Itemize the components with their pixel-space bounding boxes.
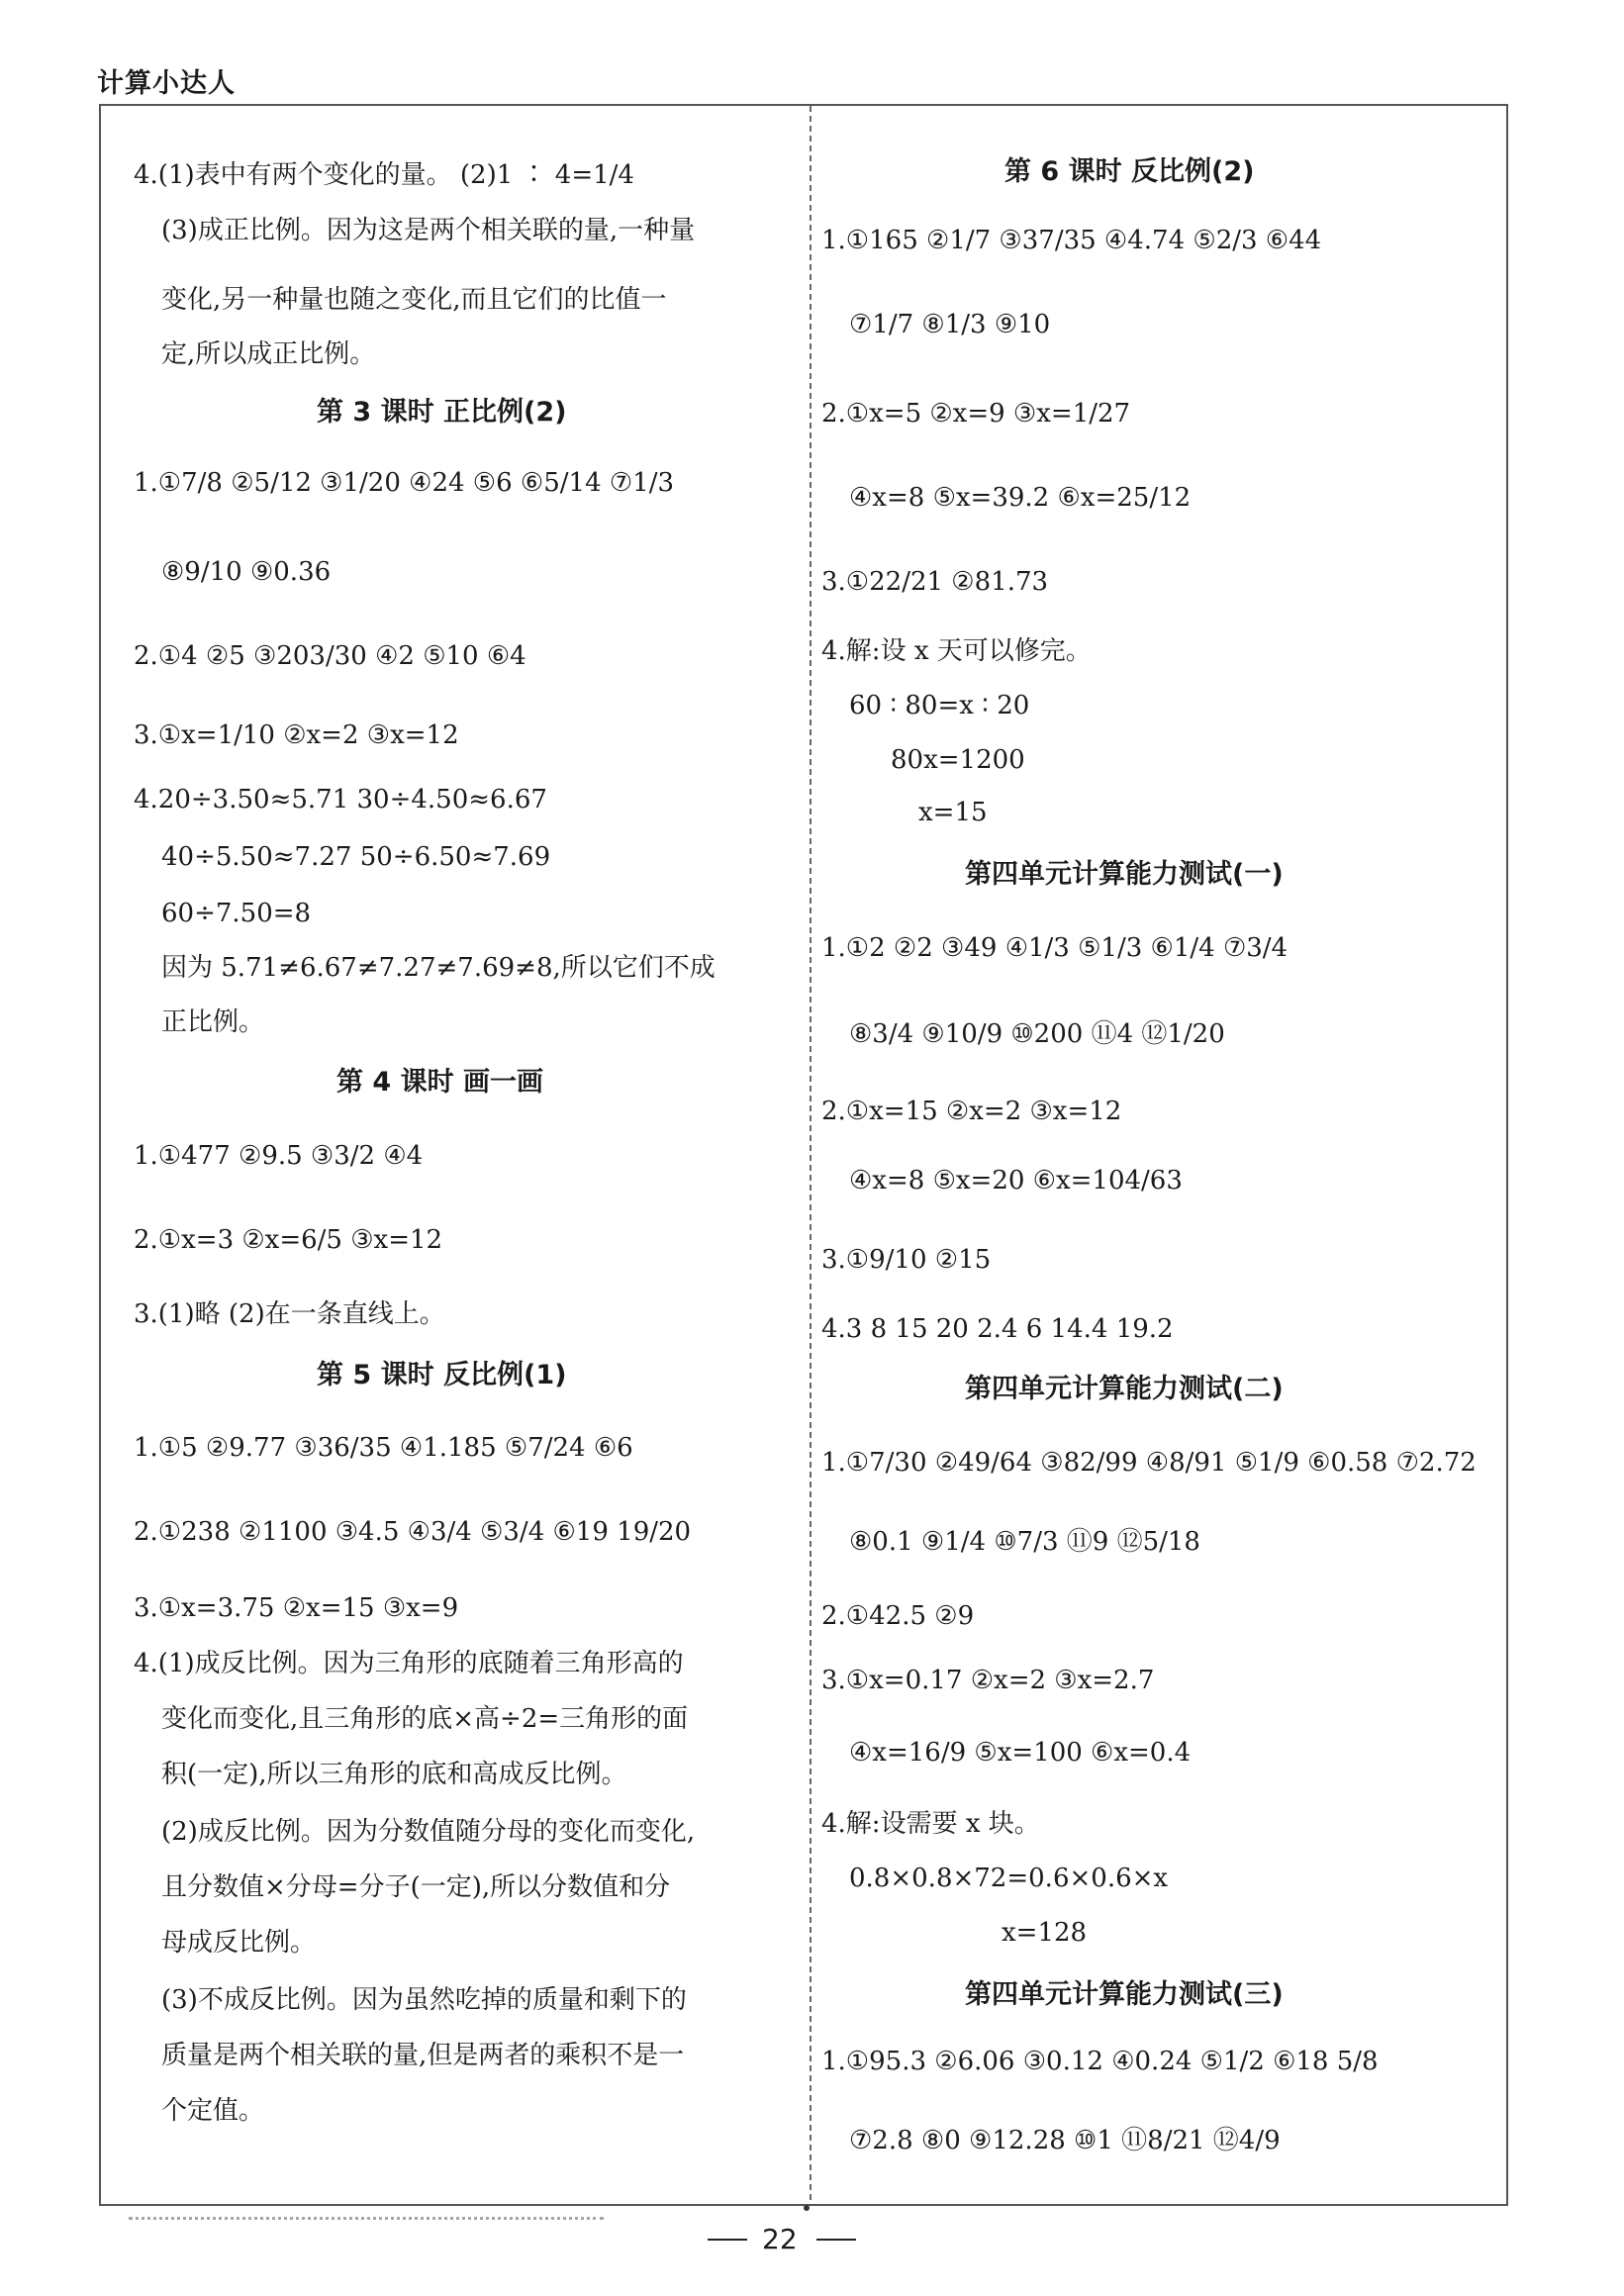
text-line: 1.①165 ②1/7 ③37/35 ④4.74 ⑤2/3 ⑥44 bbox=[821, 226, 1322, 255]
text-line: 3.①22/21 ②81.73 bbox=[821, 567, 1049, 597]
section-heading: 第四单元计算能力测试(一) bbox=[965, 859, 1284, 890]
text-line: 60÷7.50=8 bbox=[161, 899, 312, 928]
text-line: 1.①7/30 ②49/64 ③82/99 ④8/91 ⑤1/9 ⑥0.58 ⑦2.72 bbox=[821, 1448, 1477, 1478]
text-line: ⑦1/7 ⑧1/3 ⑨10 bbox=[849, 310, 1051, 339]
text-line: 0.8×0.8×72=0.6×0.6×x bbox=[849, 1864, 1169, 1893]
text-line: (3)不成反比例。因为虽然吃掉的质量和剩下的 bbox=[161, 1985, 687, 2015]
text-line: 定,所以成正比例。 bbox=[161, 339, 376, 369]
center-dot bbox=[804, 2205, 810, 2211]
text-line: 2.①42.5 ②9 bbox=[821, 1601, 975, 1631]
section-heading: 第四单元计算能力测试(二) bbox=[965, 1374, 1284, 1404]
text-line: 变化,另一种量也随之变化,而且它们的比值一 bbox=[161, 285, 667, 315]
section-heading: 第 3 课时 正比例(2) bbox=[317, 397, 567, 428]
text-line: 积(一定),所以三角形的底和高成反比例。 bbox=[161, 1760, 627, 1789]
text-line: 1.①2 ②2 ③49 ④1/3 ⑤1/3 ⑥1/4 ⑦3/4 bbox=[821, 933, 1289, 963]
text-line: (3)成正比例。因为这是两个相关联的量,一种量 bbox=[161, 216, 696, 245]
text-line: 4.20÷3.50≈5.71 30÷4.50≈6.67 bbox=[134, 785, 547, 814]
section-heading: 第 4 课时 画一画 bbox=[336, 1067, 543, 1098]
section-heading: 第 6 课时 反比例(2) bbox=[1004, 156, 1255, 187]
text-line: 3.①9/10 ②15 bbox=[821, 1245, 992, 1275]
text-line: (2)成反比例。因为分数值随分母的变化而变化, bbox=[161, 1817, 696, 1847]
footer-dotted-rule bbox=[129, 2217, 604, 2220]
text-line: ⑧9/10 ⑨0.36 bbox=[161, 557, 332, 587]
text-line: 2.①238 ②1100 ③4.5 ④3/4 ⑤3/4 ⑥19 19/20 bbox=[134, 1517, 692, 1547]
section-heading: 第四单元计算能力测试(三) bbox=[965, 1979, 1284, 2010]
text-line: 正比例。 bbox=[161, 1007, 265, 1037]
text-line: 2.①4 ②5 ③203/30 ④2 ⑤10 ⑥4 bbox=[134, 641, 526, 671]
text-line: 3.①x=0.17 ②x=2 ③x=2.7 bbox=[821, 1666, 1155, 1695]
text-line: x=128 bbox=[1002, 1918, 1088, 1948]
text-line: 1.①7/8 ②5/12 ③1/20 ④24 ⑤6 ⑥5/14 ⑦1/3 bbox=[134, 468, 675, 498]
text-line: ⑧3/4 ⑨10/9 ⑩200 ⑪4 ⑫1/20 bbox=[849, 1019, 1225, 1049]
text-line: 80x=1200 bbox=[891, 745, 1025, 775]
text-line: 母成反比例。 bbox=[161, 1928, 317, 1958]
text-line: 2.①x=5 ②x=9 ③x=1/27 bbox=[821, 399, 1131, 429]
page-number-dash-right bbox=[816, 2239, 856, 2241]
text-line: 质量是两个相关联的量,但是两者的乘积不是一 bbox=[161, 2041, 685, 2070]
text-line: 3.(1)略 (2)在一条直线上。 bbox=[134, 1299, 445, 1329]
text-line: 4.(1)成反比例。因为三角形的底随着三角形高的 bbox=[134, 1649, 684, 1678]
text-line: 1.①95.3 ②6.06 ③0.12 ④0.24 ⑤1/2 ⑥18 5/8 bbox=[821, 2047, 1379, 2076]
text-line: 1.①5 ②9.77 ③36/35 ④1.185 ⑤7/24 ⑥6 bbox=[134, 1433, 633, 1463]
text-line: 40÷5.50≈7.27 50÷6.50≈7.69 bbox=[161, 842, 551, 872]
text-line: 因为 5.71≠6.67≠7.27≠7.69≠8,所以它们不成 bbox=[161, 953, 716, 983]
text-line: 4.3 8 15 20 2.4 6 14.4 19.2 bbox=[821, 1314, 1174, 1344]
text-line: ④x=8 ⑤x=20 ⑥x=104/63 bbox=[849, 1166, 1183, 1196]
text-line: ④x=16/9 ⑤x=100 ⑥x=0.4 bbox=[849, 1738, 1192, 1768]
book-title: 计算小达人 bbox=[97, 68, 236, 99]
text-line: 2.①x=15 ②x=2 ③x=12 bbox=[821, 1097, 1122, 1126]
text-line: ⑧0.1 ⑨1/4 ⑩7/3 ⑪9 ⑫5/18 bbox=[849, 1527, 1200, 1557]
text-line: 4.解:设需要 x 块。 bbox=[821, 1809, 1040, 1839]
text-line: 4.解:设 x 天可以修完。 bbox=[821, 636, 1092, 666]
text-line: 60 ∶ 80=x ∶ 20 bbox=[849, 691, 1030, 720]
text-line: 2.①x=3 ②x=6/5 ③x=12 bbox=[134, 1225, 443, 1255]
text-line: 1.①477 ②9.5 ③3/2 ④4 bbox=[134, 1141, 424, 1171]
section-heading: 第 5 课时 反比例(1) bbox=[317, 1360, 567, 1390]
text-line: 3.①x=3.75 ②x=15 ③x=9 bbox=[134, 1593, 459, 1623]
column-divider bbox=[810, 106, 812, 2200]
page-number-dash-left bbox=[708, 2239, 747, 2241]
page-number: 22 bbox=[762, 2223, 798, 2255]
text-line: x=15 bbox=[918, 798, 988, 827]
text-line: ④x=8 ⑤x=39.2 ⑥x=25/12 bbox=[849, 483, 1192, 513]
text-line: 3.①x=1/10 ②x=2 ③x=12 bbox=[134, 720, 459, 750]
text-line: 变化而变化,且三角形的底×高÷2=三角形的面 bbox=[161, 1704, 689, 1734]
text-line: 个定值。 bbox=[161, 2096, 265, 2126]
text-line: ⑦2.8 ⑧0 ⑨12.28 ⑩1 ⑪8/21 ⑫4/9 bbox=[849, 2126, 1281, 2155]
text-line: 4.(1)表中有两个变化的量。 (2)1 ∶ 4=1/4 bbox=[134, 160, 634, 190]
text-line: 且分数值×分母=分子(一定),所以分数值和分 bbox=[161, 1872, 671, 1902]
